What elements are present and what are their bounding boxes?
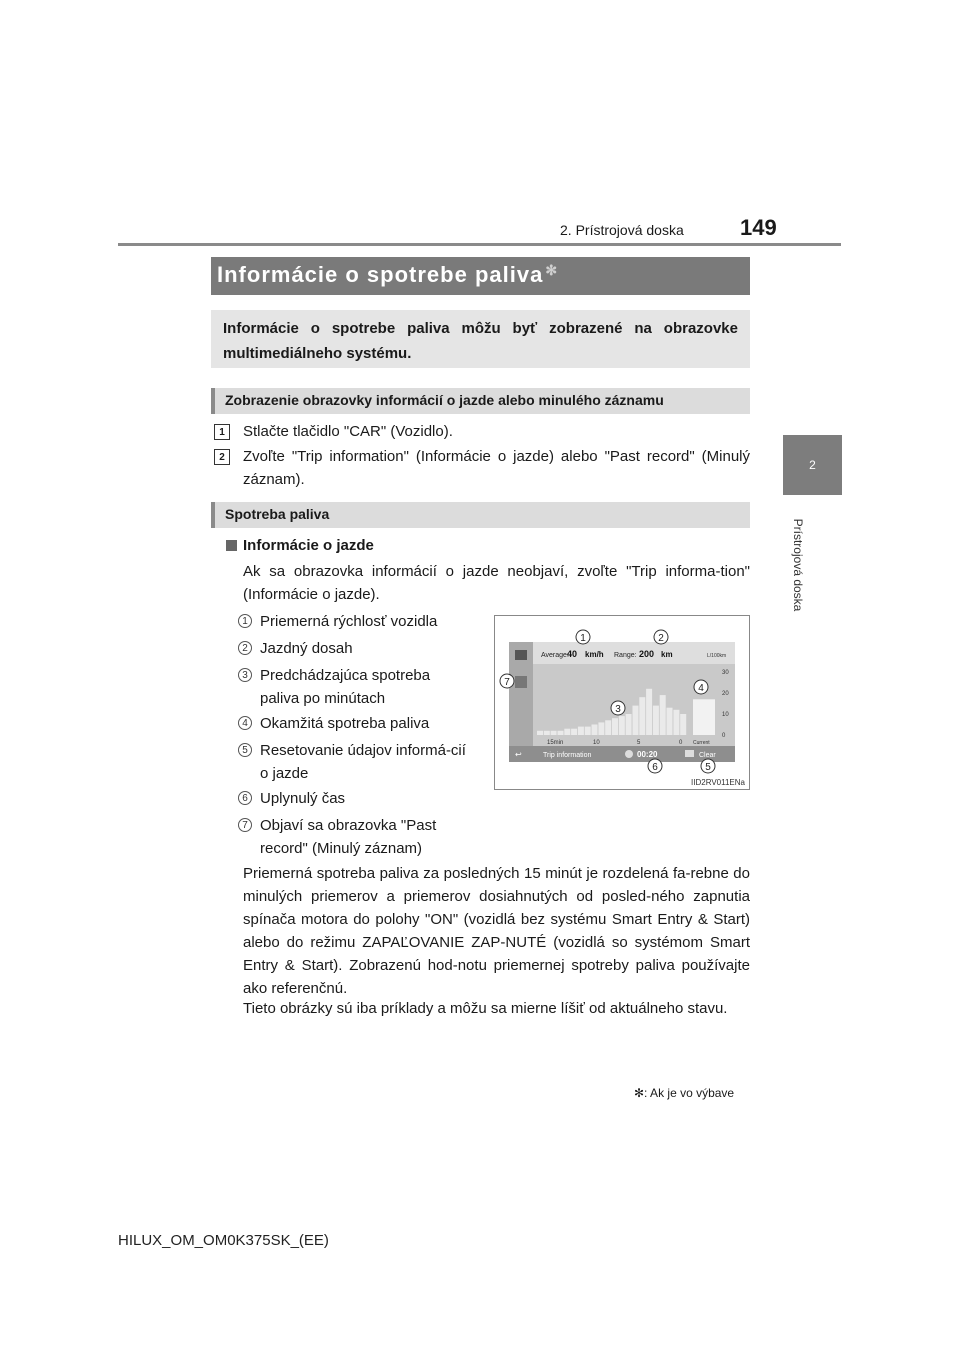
paragraph-average: Priemerná spotreba paliva za posledných 15 minút je rozdelená fa-rebne do minulých priemerov a priemerov dosiahnutých od posled-ného zapnutia spínača motora do polohy "ON" (vozidlá bez systému Smart Entry & Start) alebo do režimu ZAPAĽOVANIE ZAP-NUTÉ (vozidlá so systémom Smart Entry & Start). Zobrazenú hod-notu priemernej spotreby paliva používajte ako referenčnú. (243, 865, 750, 997)
unit-label: L/100km (707, 653, 727, 659)
legend-number-2: 2 (238, 641, 252, 655)
step-number-1: 1 (214, 424, 230, 440)
section-heading-display-text: Zobrazenie obrazovky informácií o jazde alebo minulého záznamu (225, 392, 664, 408)
average-unit: km/h (585, 650, 604, 659)
y-tick-30: 30 (722, 670, 729, 676)
x-tick-10: 10 (593, 740, 600, 746)
document-footer: HILUX_OM_OM0K375SK_(EE) (118, 1232, 329, 1249)
section-heading-fuel (211, 502, 750, 528)
average-value: 40 (567, 649, 578, 659)
callout-3: 3 (615, 704, 621, 715)
legend-text-7: Objaví sa obrazovka "Past record" (Minulý záznam) (260, 817, 437, 857)
y-tick-20: 20 (722, 691, 729, 697)
section-heading-display (211, 388, 750, 414)
legend-text-1: Priemerná rýchlosť vozidla (260, 613, 438, 630)
chapter-tab: 2 (783, 435, 842, 495)
callout-5: 5 (705, 762, 711, 773)
footnote-star-icon: ✻ (545, 262, 559, 278)
legend-text-2: Jazdný dosah (260, 640, 353, 657)
footnote: ✻: Ak je vo výbave (634, 1086, 735, 1100)
title-bar (211, 257, 750, 295)
header-section: 2. Prístrojová doska (560, 222, 684, 238)
legend-number-6: 6 (238, 791, 252, 805)
legend-text-3: Predchádzajúca spotreba paliva po minútach (260, 667, 431, 707)
page-title-text: Informácie o spotrebe paliva (217, 262, 544, 287)
range-value: 200 (639, 649, 655, 659)
paragraph-disclaimer: Tieto obrázky sú iba príklady a môžu sa mierne líšiť od aktuálneho stavu. (243, 1000, 728, 1017)
callout-1: 1 (580, 633, 586, 644)
step-text-1: Stlačte tlačidlo "CAR" (Vozidlo). (243, 423, 453, 440)
back-icon[interactable]: ↩ (515, 750, 522, 759)
y-tick-0: 0 (722, 733, 726, 739)
legend-number-1: 1 (238, 614, 252, 628)
callout-2: 2 (658, 633, 664, 644)
x-tick-0: 0 (679, 740, 683, 746)
legend-number-7: 7 (238, 818, 252, 832)
callout-6: 6 (652, 762, 658, 773)
trip-info-figure (494, 615, 750, 790)
range-unit: km (661, 650, 673, 659)
legend-number-3: 3 (238, 668, 252, 682)
legend-number-4: 4 (238, 716, 252, 730)
legend-text-5: Resetovanie údajov informá-cií o jazde (260, 742, 466, 782)
intro-text: Informácie o spotrebe paliva môžu byť zobrazené na obrazovke multimediálneho systému. (223, 320, 738, 362)
chapter-label-text: Prístrojová doska (791, 518, 805, 612)
step-text-2: Zvoľte "Trip information" (Informácie o jazde) alebo "Past record" (Minulý záznam). (243, 448, 750, 488)
elapsed-time: 00:20 (637, 750, 658, 759)
header-rule (118, 243, 841, 246)
legend-text-6: Uplynulý čas (260, 790, 346, 807)
callout-4: 4 (698, 683, 704, 694)
page-number: 149 (740, 215, 777, 240)
figure-code: IID2RV011ENa (691, 778, 745, 787)
subheading-trip-text: Ak sa obrazovka informácií o jazde neobjaví, zvoľte "Trip informa-tion" (Informácie o jazde). (243, 563, 750, 603)
current-label: Current (693, 740, 710, 746)
x-tick-15min: 15min (547, 740, 564, 746)
callout-layer (495, 616, 749, 789)
legend-text-4: Okamžitá spotreba paliva (260, 715, 430, 732)
section-heading-fuel-text: Spotreba paliva (225, 506, 330, 522)
page-title (217, 262, 558, 288)
callout-7: 7 (504, 677, 510, 688)
chapter-label (778, 505, 818, 625)
legend-number-5: 5 (238, 743, 252, 757)
trip-information-label: Trip information (543, 752, 592, 759)
subheading-trip: Informácie o jazde (243, 537, 374, 554)
y-tick-10: 10 (722, 712, 729, 718)
square-bullet-icon (226, 540, 237, 551)
x-tick-5: 5 (637, 740, 641, 746)
step-number-2: 2 (214, 449, 230, 465)
clear-button[interactable]: Clear (699, 752, 716, 759)
intro-box (211, 310, 750, 368)
range-label: Range: (614, 652, 637, 659)
average-label: Average: (541, 652, 569, 659)
